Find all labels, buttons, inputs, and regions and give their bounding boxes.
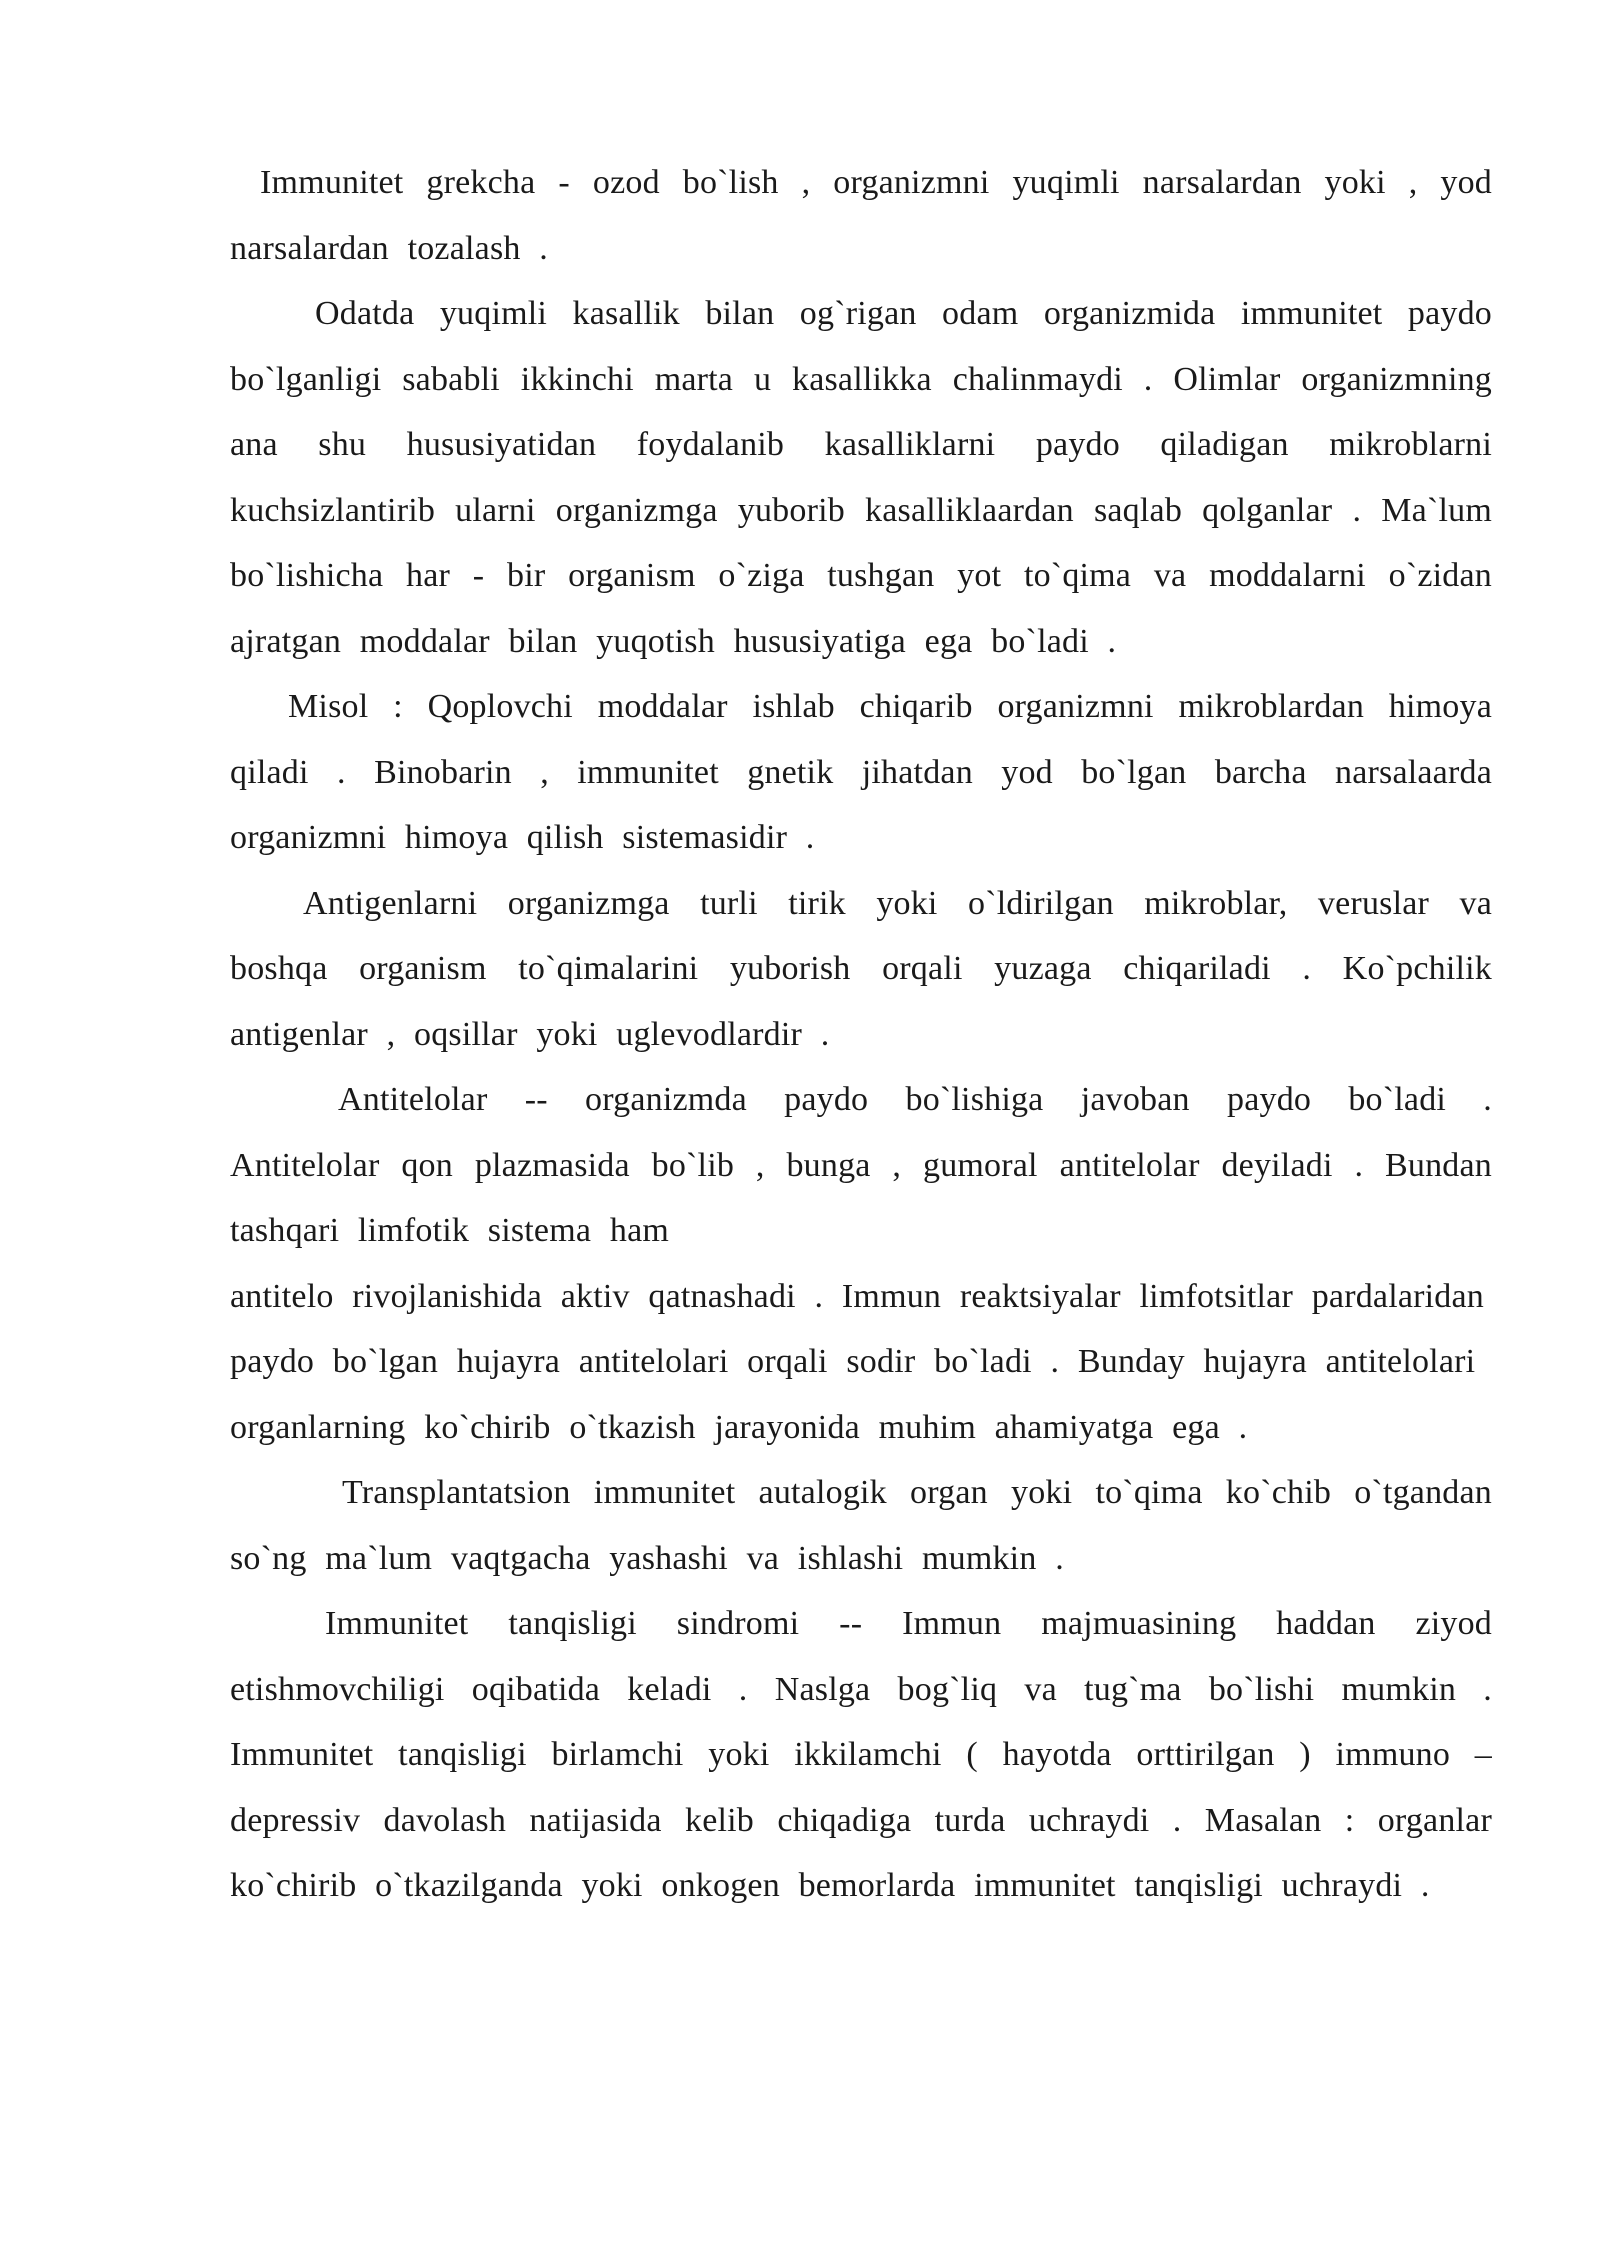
paragraph-misol: Misol : Qoplovchi moddalar ishlab chiqarib organizmni mikroblardan himoya qiladi . Binobarin , immunitet gnetik jihatdan yod bo`lgan barcha narsalaarda organizmni himoya qilish sistemasidir . [230, 688, 1492, 856]
document-body [230, 150, 1492, 1919]
paragraph-antitelo-continuation: antitelo rivojlanishida aktiv qatnashadi . Immun reaktsiyalar limfotsitlar pardalaridan paydo bo`lgan hujayra antitelolari orqali sodir bo`ladi . Bunday hujayra antitelolari organlarning ko`chirib o`tkazish jarayonida muhim ahamiyatga ega . [230, 1277, 1484, 1446]
paragraph-immunitet-definition: Immunitet grekcha - ozod bo`lish , organizmni yuqimli narsalardan yoki , yod narsalardan tozalash . [230, 164, 1492, 267]
paragraph-odatda: Odatda yuqimli kasallik bilan og`rigan odam organizmida immunitet paydo bo`lganligi sababli ikkinchi marta u kasallikka chalinmaydi . Olimlar organizmning ana shu hususiyatidan foydalanib kasalliklarni paydo qiladigan mikroblarni kuchsizlantirib ularni organizmga yuborib kasalliklaardan saqlab qolganlar . Ma`lum bo`lishicha har - bir organism o`ziga tushgan yot to`qima va moddalarni o`zidan ajratgan moddalar bilan yuqotish hususiyatiga ega bo`ladi . [230, 295, 1492, 660]
paragraph-antigenlar: Antigenlarni organizmga turli tirik yoki o`ldirilgan mikroblar, veruslar va boshqa organism to`qimalarini yuborish orqali yuzaga chiqariladi . Ko`pchilik antigenlar , oqsillar yoki uglevodlardir . [230, 884, 1492, 1053]
paragraph-antitelolar: Antitelolar -- organizmda paydo bo`lishiga javoban paydo bo`ladi . Antitelolar qon plazmasida bo`lib , bunga , gumoral antitelolar deyiladi . Bundan tashqari limfotik sistema ham [230, 1081, 1492, 1249]
paragraph-transplantatsion: Transplantatsion immunitet autalogik organ yoki to`qima ko`chib o`tgandan so`ng ma`lum vaqtgacha yashashi va ishlashi mumkin . [230, 1474, 1492, 1577]
paragraph-immunitet-tanqisligi: Immunitet tanqisligi sindromi -- Immun majmuasining haddan ziyod etishmovchiligi oqibatida keladi . Naslga bog`liq va tug`ma bo`lishi mumkin . Immunitet tanqisligi birlamchi yoki ikkilamchi ( hayotda orttirilgan ) immuno – depressiv davolash natijasida kelib chiqadiga turda uchraydi . Masalan : organlar ko`chirib o`tkazilganda yoki onkogen bemorlarda immunitet tanqisligi uchraydi . [230, 1605, 1492, 1904]
